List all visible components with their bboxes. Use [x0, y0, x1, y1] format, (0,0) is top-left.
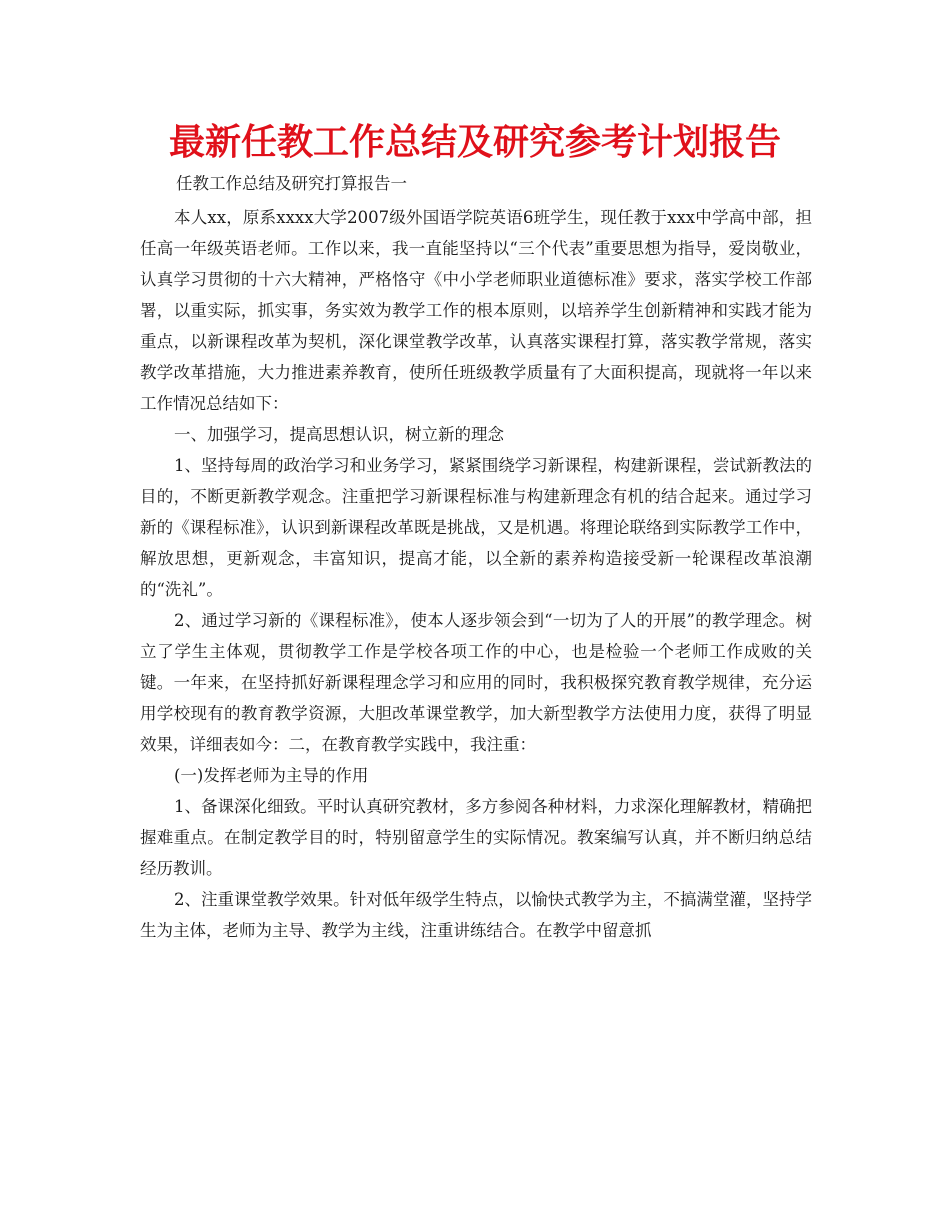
section1-paragraph-1: 1、坚持每周的政治学习和业务学习，紧紧围绕学习新课程，构建新课程，尝试新教法的目的，不断更新教学观念。注重把学习新课程标准与构建新理念有机的结合起来。通过学习新的《课程标准》，认识到新课程改革既是挑战，又是机遇。将理论联络到实际教学工作中，解放思想，更新观念，丰富知识，提高才能，以全新的素养构造接受新一轮课程改革浪潮的“洗礼”。	[140, 456, 812, 599]
document-subtitle: 任教工作总结及研究打算报告一	[176, 174, 407, 193]
section1-paragraph-2: 2、通过学习新的《课程标准》，使本人逐步领会到“一切为了人的开展”的教学理念。树立了学生主体观，贯彻教学工作是学校各项工作的中心，也是检验一个老师工作成败的关键。一年来，在坚持抓好新课程理念学习和应用的同时，我积极探究教育教学规律，充分运用学校现有的教育教学资源，大胆改革课堂教学，加大新型教学方法使用力度，获得了明显效果，详细表如今：二，在教育教学实践中，我注重：	[140, 611, 812, 754]
intro-paragraph: 本人xx，原系xxxx大学2007级外国语学院英语6班学生，现任教于xxx中学高中部，担任高一年级英语老师。工作以来，我一直能坚持以“三个代表”重要思想为指导，爱岗敬业，认真学习贯彻的十六大精神，严格恪守《中小学老师职业道德标准》要求，落实学校工作部署，以重实际，抓实事，务实效为教学工作的根本原则，以培养学生创新精神和实践才能为重点，以新课程改革为契机，深化课堂教学改革，认真落实课程打算，落实教学常规，落实教学改革措施，大力推进素养教育，使所任班级教学质量有了大面积提高，现就将一年以来工作情况总结如下：	[140, 208, 812, 413]
document-body	[140, 166, 812, 946]
section-heading-1: 一、加强学习，提高思想认识，树立新的理念	[174, 425, 504, 444]
document-title: 最新任教工作总结及研究参考计划报告	[168, 122, 781, 163]
subsection1-paragraph-2: 2、注重课堂教学效果。针对低年级学生特点，以愉快式教学为主，不搞满堂灌，坚持学生为主体，老师为主导、教学为主线，注重讲练结合。在教学中留意抓	[140, 890, 812, 940]
subsection-heading-1: (一)发挥老师为主导的作用	[174, 766, 369, 785]
subsection1-paragraph-1: 1、备课深化细致。平时认真研究教材，多方参阅各种材料，力求深化理解教材，精确把握难重点。在制定教学目的时，特别留意学生的实际情况。教案编写认真，并不断归纳总结经历教训。	[140, 797, 812, 878]
